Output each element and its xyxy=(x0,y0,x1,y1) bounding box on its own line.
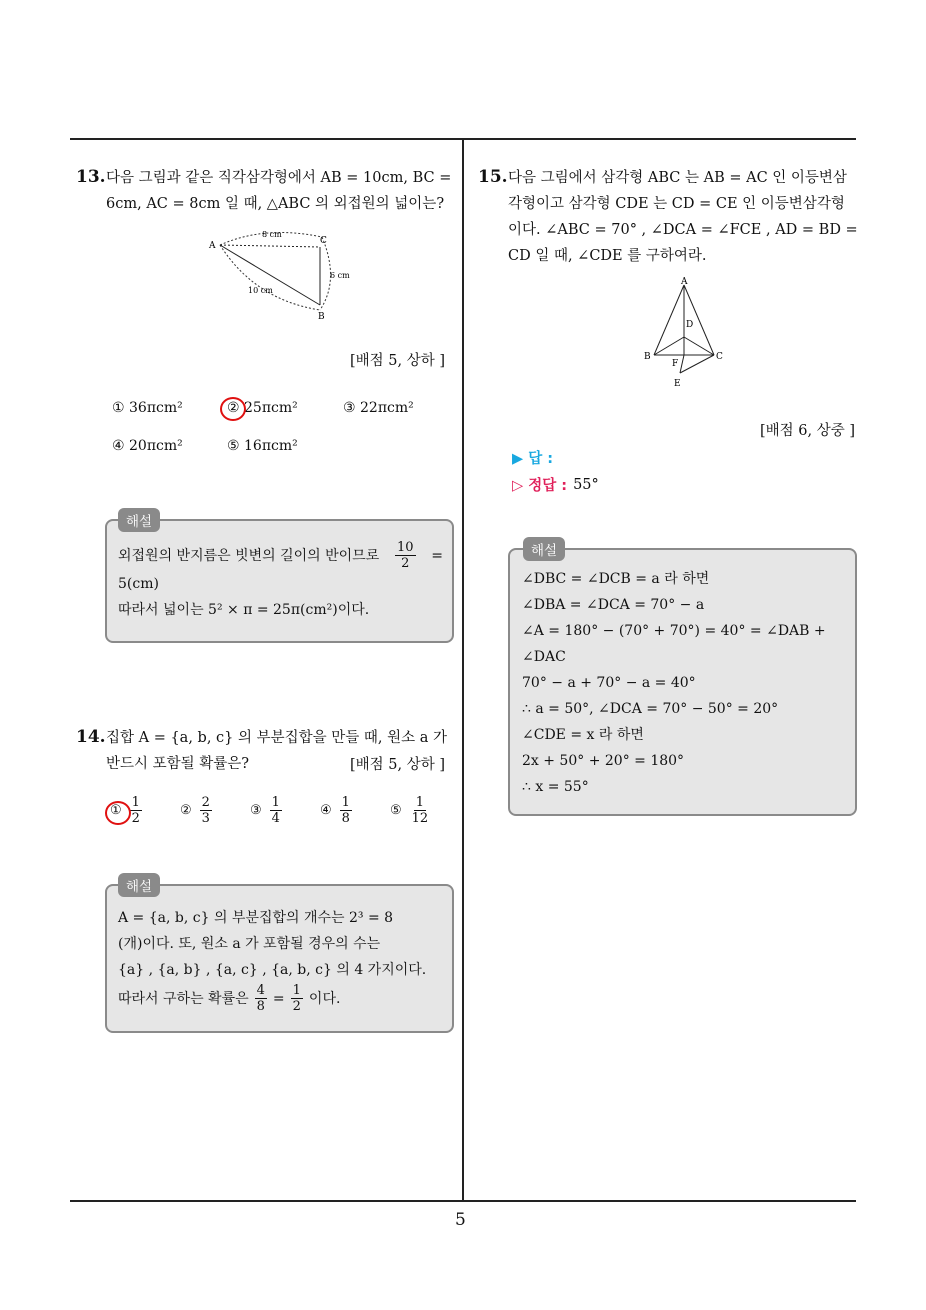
q13-sol-line3: 따라서 넓이는 5² × π = 25π(cm²)이다. xyxy=(118,602,370,618)
q13-choice-1[interactable]: ① 36πcm² xyxy=(112,400,183,416)
frac-den: 8 xyxy=(341,811,350,826)
q13-choice-4[interactable]: ④ 20πcm² xyxy=(112,438,183,454)
q14-choice-5-frac xyxy=(410,795,431,826)
page-number: 5 xyxy=(455,1210,466,1230)
q14-choice-3-mark: ③ xyxy=(250,803,262,818)
q13-sol-line1: 외접원의 반지름은 빗변의 길이의 반이므로 xyxy=(118,547,380,564)
frac-num: 1 xyxy=(271,795,280,810)
q15-text-line1: 다음 그림에서 삼각형 ABC 는 AB = AC 인 이등변삼 xyxy=(508,170,847,186)
q13-text-line1: 다음 그림과 같은 직각삼각형에서 AB = 10cm, BC = xyxy=(106,170,452,186)
q14-sol-line2: (개)이다. 또, 원소 a 가 포함될 경우의 수는 xyxy=(118,936,381,952)
frac-num: 1 xyxy=(341,795,350,810)
q15-text-line3: 이다. ∠ABC = 70° , ∠DCA = ∠FCE , AD = BD = xyxy=(508,222,858,238)
q13-sol-frac-num: 10 xyxy=(396,540,414,555)
q13-triangle-figure xyxy=(200,225,370,325)
fig15-label-a: A xyxy=(681,277,688,287)
q14-sol-line3: {a} , {a, b} , {a, c} , {a, b, c} 의 4 가지이다. xyxy=(118,962,427,978)
column-divider xyxy=(462,139,464,1201)
q15-correct-value: 55° xyxy=(573,476,599,493)
q13-solution-body xyxy=(118,540,443,623)
frac-den: 3 xyxy=(201,811,210,826)
frac-num: 2 xyxy=(201,795,210,810)
q14-sol-line1: A = {a, b, c} 의 부분집합의 개수는 2³ = 8 xyxy=(118,910,394,926)
q14-choice-5[interactable] xyxy=(390,795,432,826)
q15-sol-line: ∠DAC xyxy=(522,649,566,665)
q15-triangle-figure xyxy=(640,275,730,390)
q14-number: 14. xyxy=(76,727,106,747)
q13-text-line2: 6cm, AC = 8cm 일 때, △ABC 의 외접원의 넓이는? xyxy=(106,196,445,212)
fig13-label-a: A xyxy=(209,241,216,251)
q15-text-line4: CD 일 때, ∠CDE 를 구하여라. xyxy=(508,248,707,264)
fig15-label-b: B xyxy=(644,352,651,362)
frac-num: 4 xyxy=(256,983,265,998)
q15-sol-line: ∠DBC = ∠DCB = a 라 하면 xyxy=(522,571,710,587)
q15-solution-tag: 해설 xyxy=(523,537,565,561)
fig15-label-e: E xyxy=(674,379,681,389)
fig13-label-bc: 6 cm xyxy=(330,271,350,280)
q15-sol-line: ∠DBA = ∠DCA = 70° − a xyxy=(522,597,705,613)
fig13-label-ab: 10 cm xyxy=(248,286,273,295)
frac-num: 1 xyxy=(415,795,425,810)
q14-choice-3-frac xyxy=(270,795,282,826)
q14-choice-4-mark: ④ xyxy=(320,803,332,818)
q15-number: 15. xyxy=(478,167,508,187)
q14-sol-frac1 xyxy=(255,983,267,1014)
q14-choice-4-frac xyxy=(340,795,352,826)
q14-sol-line4-b: 이다. xyxy=(308,990,341,1007)
q15-sol-line: ∴ x = 55° xyxy=(522,779,589,795)
q14-answer-mark xyxy=(105,801,131,825)
q14-text-line2: 반드시 포함될 확률은? xyxy=(106,756,250,772)
frac-num: 1 xyxy=(292,983,301,998)
q15-sol-line: 2x + 50° + 20° = 180° xyxy=(522,753,685,769)
q13-answer-mark xyxy=(220,397,246,421)
q15-sol-line: ∴ a = 50°, ∠DCA = 70° − 50° = 20° xyxy=(522,701,779,717)
q13-score: [배점 5, 상하 ] xyxy=(350,353,446,369)
q13-choice-2[interactable]: ② 25πcm² xyxy=(227,400,298,416)
q15-score: [배점 6, 상중 ] xyxy=(760,423,856,439)
q14-choice-3[interactable] xyxy=(250,795,284,826)
frac-den: 2 xyxy=(292,999,301,1014)
q14-solution-body xyxy=(118,905,443,1014)
q14-sol-frac2 xyxy=(291,983,303,1014)
q14-sol-line4-eq: = xyxy=(272,990,285,1007)
fig15-label-d: D xyxy=(686,320,694,330)
q13-choice-5[interactable]: ⑤ 16πcm² xyxy=(227,438,298,454)
q15-text-line2: 각형이고 삼각형 CDE 는 CD = CE 인 이등변삼각형 xyxy=(508,196,845,212)
q13-sol-fraction xyxy=(395,540,416,571)
q14-choice-2-frac xyxy=(200,795,212,826)
frac-den: 8 xyxy=(256,999,265,1014)
q14-choice-1-mark: ① xyxy=(110,803,122,818)
q13-sol-line1-end: = xyxy=(431,547,443,564)
q14-sol-line4-a: 따라서 구하는 확률은 xyxy=(118,990,249,1007)
q14-choice-2-mark: ② xyxy=(180,803,192,818)
q14-solution-tag: 해설 xyxy=(118,873,160,897)
q14-choice-2[interactable] xyxy=(180,795,214,826)
fig13-label-b: B xyxy=(318,312,325,322)
q15-correct-label: ▷ 정답 : xyxy=(512,478,568,494)
q14-text-line1: 집합 A = {a, b, c} 의 부분집합을 만들 때, 원소 a 가 xyxy=(106,730,447,746)
q13-sol-frac-den: 2 xyxy=(401,556,410,571)
q14-choice-1-frac xyxy=(130,795,142,826)
q15-answer-label: ▶ 답 : xyxy=(512,451,554,467)
q15-correct-answer xyxy=(512,474,599,495)
q13-solution-tag: 해설 xyxy=(118,508,160,532)
frac-den: 12 xyxy=(411,811,429,826)
fig15-label-f: F xyxy=(672,359,679,369)
q15-solution-body xyxy=(522,566,847,800)
q13-sol-line2: 5(cm) xyxy=(118,576,159,592)
q15-sol-line: ∠CDE = x 라 하면 xyxy=(522,727,644,743)
q13-choice-3[interactable]: ③ 22πcm² xyxy=(343,400,414,416)
fig15-label-c: C xyxy=(716,352,723,362)
q13-number: 13. xyxy=(76,167,106,187)
frac-num: 1 xyxy=(131,795,140,810)
q14-choice-4[interactable] xyxy=(320,795,354,826)
q15-sol-line: 70° − a + 70° − a = 40° xyxy=(522,675,696,691)
frac-den: 4 xyxy=(271,811,280,826)
frac-den: 2 xyxy=(131,811,140,826)
fig13-label-c: C xyxy=(320,236,327,246)
bottom-rule xyxy=(70,1200,856,1202)
fig13-label-ac: 8 cm xyxy=(262,230,282,239)
q15-sol-line: ∠A = 180° − (70° + 70°) = 40° = ∠DAB + xyxy=(522,623,826,639)
q14-choice-5-mark: ⑤ xyxy=(390,803,402,818)
q14-score: [배점 5, 상하 ] xyxy=(350,757,446,773)
